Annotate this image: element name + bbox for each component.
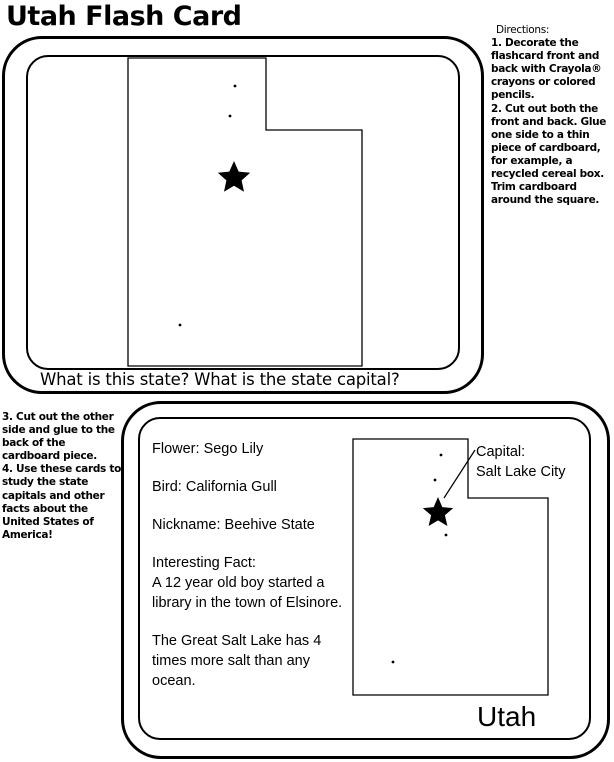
state-name: Utah <box>477 701 537 732</box>
capital-pointer-line <box>444 450 475 498</box>
direction-step-4: 4. Use these cards to study the state capitals and other facts about the United States of America! <box>2 463 121 541</box>
direction-step-3: 3. Cut out the other side and glue to the back of the cardboard piece. <box>2 411 115 463</box>
page-title: Utah Flash Card <box>6 1 242 32</box>
city-dot <box>179 324 182 327</box>
directions-heading: Directions: <box>496 24 550 36</box>
city-dot <box>434 479 437 482</box>
fact-interesting-heading: Interesting Fact: <box>152 555 256 571</box>
city-dot <box>445 534 448 537</box>
capital-heading: Capital: <box>476 444 526 460</box>
city-dot <box>234 85 237 88</box>
city-dot <box>392 661 395 664</box>
more-directions-block <box>2 411 124 542</box>
city-dot <box>229 115 232 118</box>
fact-bird: Bird: California Gull <box>152 479 277 495</box>
direction-step-1: 1. Decorate the flashcard front and back with Crayola® crayons or colored pencils. <box>491 37 602 102</box>
utah-map-front <box>128 58 362 366</box>
fact-flower: Flower: Sego Lily <box>152 441 264 457</box>
fact-nickname: Nickname: Beehive State <box>152 517 315 533</box>
fact-interesting-1: A 12 year old boy started a library in the town of Elsinore. <box>152 575 343 611</box>
capital-name: Salt Lake City <box>476 464 566 480</box>
capital-label <box>476 442 565 482</box>
front-question: What is this state? What is the state capital? <box>40 370 400 389</box>
fact-interesting-2: The Great Salt Lake has 4 times more salt than any ocean. <box>152 633 322 689</box>
city-dot <box>440 454 443 457</box>
capital-star-icon <box>218 161 250 192</box>
state-facts <box>152 439 352 709</box>
direction-step-2: 2. Cut out both the front and back. Glue one side to a thin piece of cardboard, for example, a recycled cereal box. Trim cardboard around the square. <box>491 102 607 207</box>
capital-star-icon <box>423 497 453 526</box>
